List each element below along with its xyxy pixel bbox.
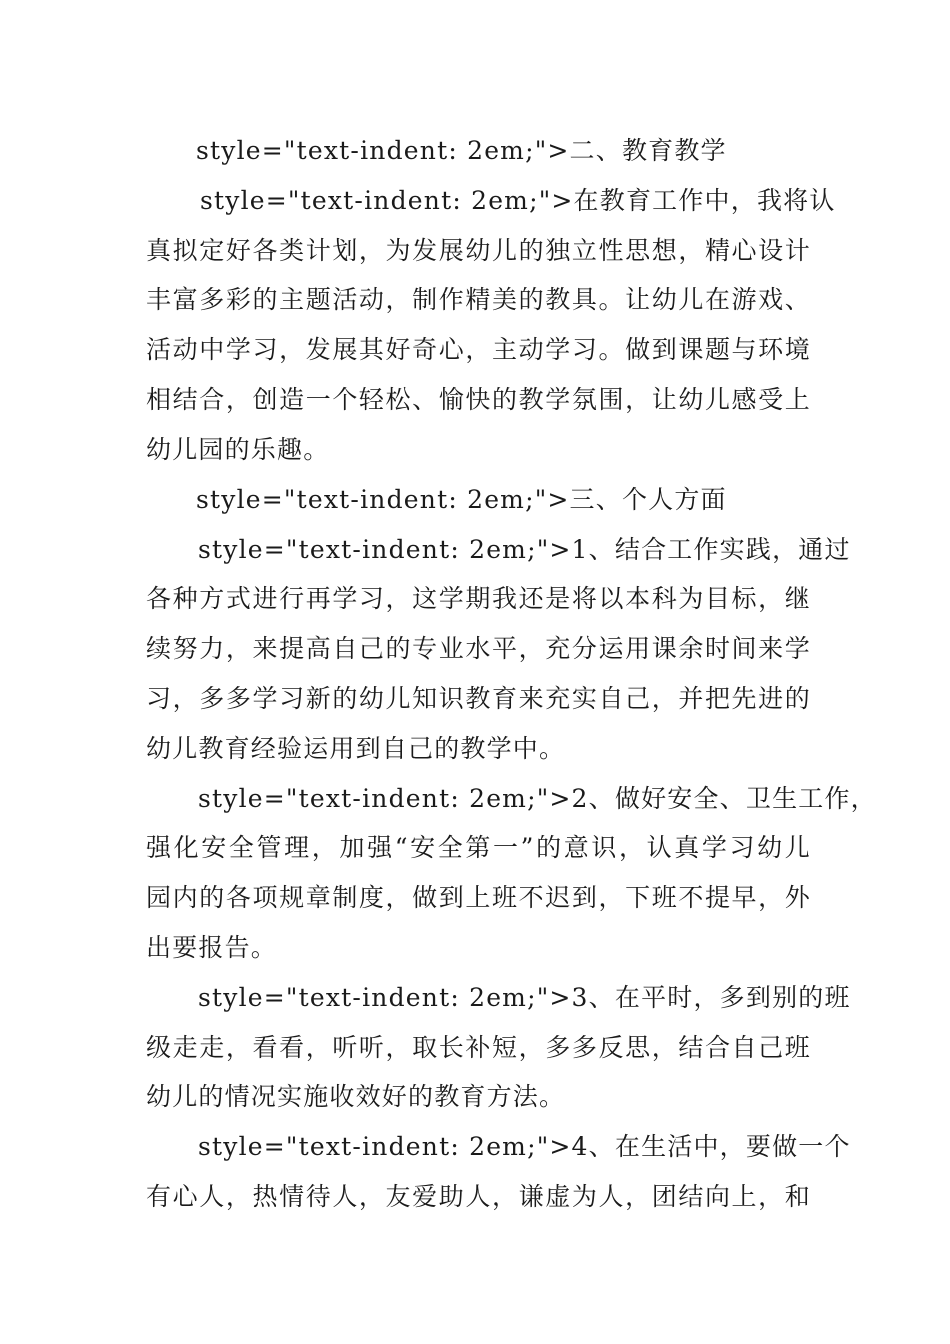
paragraph-line: 级走走，看看，听听，取长补短，多多反思，结合自己班 [146, 1033, 811, 1062]
paragraph-line: 幼儿的情况实施收效好的教育方法。 [146, 1082, 566, 1111]
paragraph-line: 出要报告。 [146, 933, 278, 962]
paragraph-line: 丰富多彩的主题活动，制作精美的教具。让幼儿在游戏、 [146, 285, 811, 314]
paragraph-line: style="text-indent: 2em;">3、在平时，多到别的班 [198, 983, 851, 1012]
paragraph-line: style="text-indent: 2em;">1、结合工作实践，通过 [198, 535, 851, 564]
paragraph-line: 真拟定好各类计划，为发展幼儿的独立性思想，精心设计 [146, 236, 811, 265]
paragraph-line: 强化安全管理，加强“安全第一”的意识，认真学习幼儿 [146, 833, 811, 862]
paragraph-line: 有心人，热情待人，友爱助人，谦虚为人，团结向上，和 [146, 1182, 811, 1211]
paragraph-line: style="text-indent: 2em;">4、在生活中，要做一个 [198, 1132, 851, 1161]
paragraph-line: 习，多多学习新的幼儿知识教育来充实自己，并把先进的 [146, 684, 811, 713]
paragraph-line: 活动中学习，发展其好奇心，主动学习。做到课题与环境 [146, 335, 811, 364]
paragraph-line: 各种方式进行再学习，这学期我还是将以本科为目标，继 [146, 584, 811, 613]
paragraph-line: 园内的各项规章制度，做到上班不迟到，下班不提早，外 [146, 883, 811, 912]
section-heading-personal: style="text-indent: 2em;">三、个人方面 [196, 485, 727, 514]
paragraph-line: 相结合，创造一个轻松、愉快的教学氛围，让幼儿感受上 [146, 385, 811, 414]
paragraph-line: style="text-indent: 2em;">在教育工作中，我将认 [200, 186, 836, 215]
paragraph-line: 续努力，来提高自己的专业水平，充分运用课余时间来学 [146, 634, 811, 663]
paragraph-line: style="text-indent: 2em;">2、做好安全、卫生工作， [198, 784, 877, 813]
paragraph-line: 幼儿园的乐趣。 [146, 435, 330, 464]
paragraph-line: 幼儿教育经验运用到自己的教学中。 [146, 734, 566, 763]
section-heading-teaching: style="text-indent: 2em;">二、教育教学 [196, 136, 727, 165]
